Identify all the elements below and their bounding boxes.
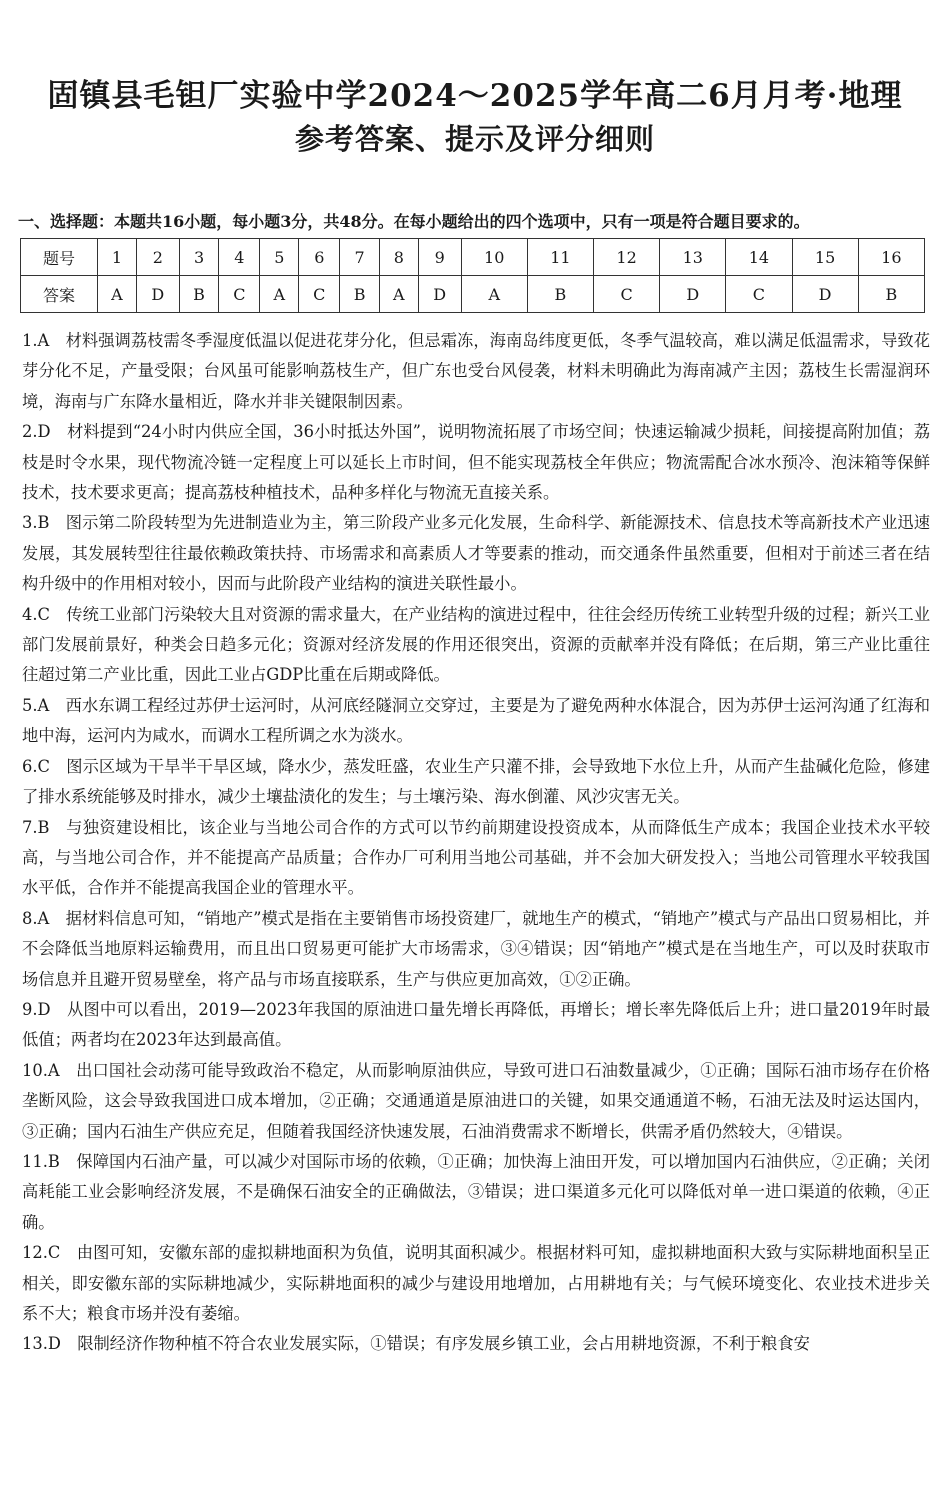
answer-cell: C [219,276,260,313]
explanation-item [22,508,930,599]
item-number: 3.B [22,513,50,533]
explanation-item [22,691,930,752]
item-number: 4.C [22,604,50,624]
question-number-label: 题号 [21,239,98,276]
item-text: 材料强调荔枝需冬季湿度低温以促进花芽分化，但忌霜冻，海南岛纬度更低，冬季气温较高，难以满足低温需求，导致花芽分化不足，产量受限；台风虽可能影响荔枝生产，但广东也受台风侵袭，材料未明确此为海南减产主因；荔枝生长需湿润环境，海南与广东降水量相近，降水并非关键限制因素。 [22,331,930,411]
item-number: 8.A [22,908,50,928]
question-number-cell: 11 [527,239,593,276]
explanation-item [22,995,930,1056]
explanation-item [22,1329,930,1359]
answer-row [21,276,925,313]
answer-cell: D [660,276,726,313]
question-number-cell: 7 [340,239,380,276]
question-number-cell: 13 [660,239,726,276]
question-number-cell: 6 [299,239,340,276]
answer-cell: C [593,276,659,313]
explanation-item [22,326,930,417]
answer-cell: A [379,276,418,313]
item-number: 7.B [22,817,50,837]
answer-cell: B [527,276,593,313]
answer-cell: D [792,276,858,313]
item-text: 从图中可以看出，2019—2023年我国的原油进口量先增长再降低，再增长；增长率先降低后上升；进口量2019年时最低值；两者均在2023年达到最高值。 [22,999,930,1050]
explanation-list [22,326,930,1360]
question-number-cell: 2 [136,239,179,276]
item-text: 材料提到“24小时内供应全国，36小时抵达外国”，说明物流拓展了市场空间；快速运输减少损耗，间接提高附加值；荔枝是时令水果，现代物流冷链一定程度上可以延长上市时间，但不能实现荔枝全年供应；物流需配合冰水预冷、泡沫箱等保鲜技术，技术要求更高；提高荔枝种植技术，品种多样化与物流无直接关系。 [22,422,930,503]
item-number: 13.D [22,1334,61,1354]
answer-cell: D [418,276,461,313]
answer-cell: B [179,276,219,313]
item-text: 西水东调工程经过苏伊士运河时，从河底经隧洞立交穿过，主要是为了避免两种水体混合，因为苏伊士运河沟通了红海和地中海，运河内为咸水，而调水工程所调之水为淡水。 [22,695,930,746]
item-text: 传统工业部门污染较大且对资源的需求量大，在产业结构的演进过程中，往往会经历传统工业转型升级的过程；新兴工业部门发展前景好，种类会日趋多元化；资源对经济发展的作用还很突出，资源的贡献率并没有降低；在后期，第三产业比重往往超过第二产业比重，因此工业占GDP比重在后期或降低。 [22,604,930,685]
answer-label: 答案 [21,276,98,313]
answer-cell: B [858,276,924,313]
item-number: 11.B [22,1151,60,1171]
item-number: 9.D [22,999,51,1019]
question-number-cell: 3 [179,239,219,276]
answer-cell: B [340,276,380,313]
question-number-cell: 5 [260,239,299,276]
answer-cell: A [461,276,527,313]
answer-cell: A [260,276,299,313]
item-text: 由图可知，安徽东部的虚拟耕地面积为负值，说明其面积减少。根据材料可知，虚拟耕地面积大致与实际耕地面积呈正相关，即安徽东部的实际耕地减少，实际耕地面积的减少与建设用地增加，占用耕地有关；与气候环境变化、农业技术进步关系不大；粮食市场并没有萎缩。 [22,1243,930,1323]
explanation-item [22,1238,930,1329]
item-number: 2.D [22,422,51,442]
question-number-row [21,239,925,276]
explanation-item [22,752,930,813]
item-number: 6.C [22,756,50,776]
question-number-cell: 14 [726,239,792,276]
document-subtitle: 参考答案、提示及评分细则 [294,122,655,156]
document-title: 固镇县毛钽厂实验中学2024～2025学年高二6月月考·地理 [47,78,903,114]
item-text: 与独资建设相比，该企业与当地公司合作的方式可以节约前期建设投资成本，从而降低生产成本；我国企业技术水平较高，与当地公司合作，并不能提高产品质量；合作办厂可利用当地公司基础，并不会加大研发投入；当地公司管理水平较我国水平低，合作并不能提高我国企业的管理水平。 [22,817,930,898]
question-number-cell: 15 [792,239,858,276]
question-number-cell: 8 [379,239,418,276]
item-text: 限制经济作物种植不符合农业发展实际，①错误；有序发展乡镇工业，会占用耕地资源，不利于粮食安 [77,1334,810,1354]
answer-table [20,238,925,313]
answer-cell: C [726,276,792,313]
explanation-item [22,1056,930,1147]
item-number: 12.C [22,1243,61,1263]
question-number-cell: 1 [98,239,137,276]
item-number: 5.A [22,695,50,715]
item-number: 10.A [22,1060,60,1080]
explanation-item [22,904,930,995]
item-number: 1.A [22,331,50,350]
section-heading: 一、选择题：本题共16小题，每小题3分，共48分。在每小题给出的四个选项中，只有一项是符合题目要求的。 [18,212,810,231]
question-number-cell: 16 [858,239,924,276]
question-number-cell: 4 [219,239,260,276]
explanation-item [22,813,930,904]
question-number-cell: 12 [593,239,659,276]
answer-cell: C [299,276,340,313]
explanation-item [22,600,930,691]
answer-cell: D [136,276,179,313]
explanation-item [22,1147,930,1238]
question-number-cell: 9 [418,239,461,276]
item-text: 图示区域为干旱半干旱区域，降水少，蒸发旺盛，农业生产只灌不排，会导致地下水位上升，从而产生盐碱化危险，修建了排水系统能够及时排水，减少土壤盐渍化的发生；与土壤污染、海水倒灌、风沙灾害无关。 [22,756,930,807]
item-text: 保障国内石油产量，可以减少对国际市场的依赖，①正确；加快海上油田开发，可以增加国内石油供应，②正确；关闭高耗能工业会影响经济发展，不是确保石油安全的正确做法，③错误；进口渠道多元化可以降低对单一进口渠道的依赖，④正确。 [22,1151,930,1232]
explanation-item [22,417,930,508]
question-number-cell: 10 [461,239,527,276]
item-text: 据材料信息可知，“销地产”模式是指在主要销售市场投资建厂，就地生产的模式，“销地产”模式与产品出口贸易相比，并不会降低当地原料运输费用，而且出口贸易更可能扩大市场需求，③④错误；因“销地产”模式是在当地生产，可以及时获取市场信息并且避开贸易壁垒，将产品与市场直接联系，生产与供应更加高效，①②正确。 [22,908,930,989]
item-text: 出口国社会动荡可能导致政治不稳定，从而影响原油供应，导致可进口石油数量减少，①正确；国际石油市场存在价格垄断风险，这会导致我国进口成本增加，②正确；交通通道是原油进口的关键，如果交通通道不畅，石油无法及时运达国内，③正确；国内石油生产供应充足，但随着我国经济快速发展，石油消费需求不断增长，供需矛盾仍然较大，④错误。 [22,1060,930,1141]
item-text: 图示第二阶段转型为先进制造业为主，第三阶段产业多元化发展，生命科学、新能源技术、信息技术等高新技术产业迅速发展，其发展转型往往最依赖政策扶持、市场需求和高素质人才等要素的推动，而交通条件虽然重要，但相对于前述三者在结构升级中的作用相对较小，因而与此阶段产业结构的演进关联性最小。 [22,513,930,594]
answer-cell: A [98,276,137,313]
